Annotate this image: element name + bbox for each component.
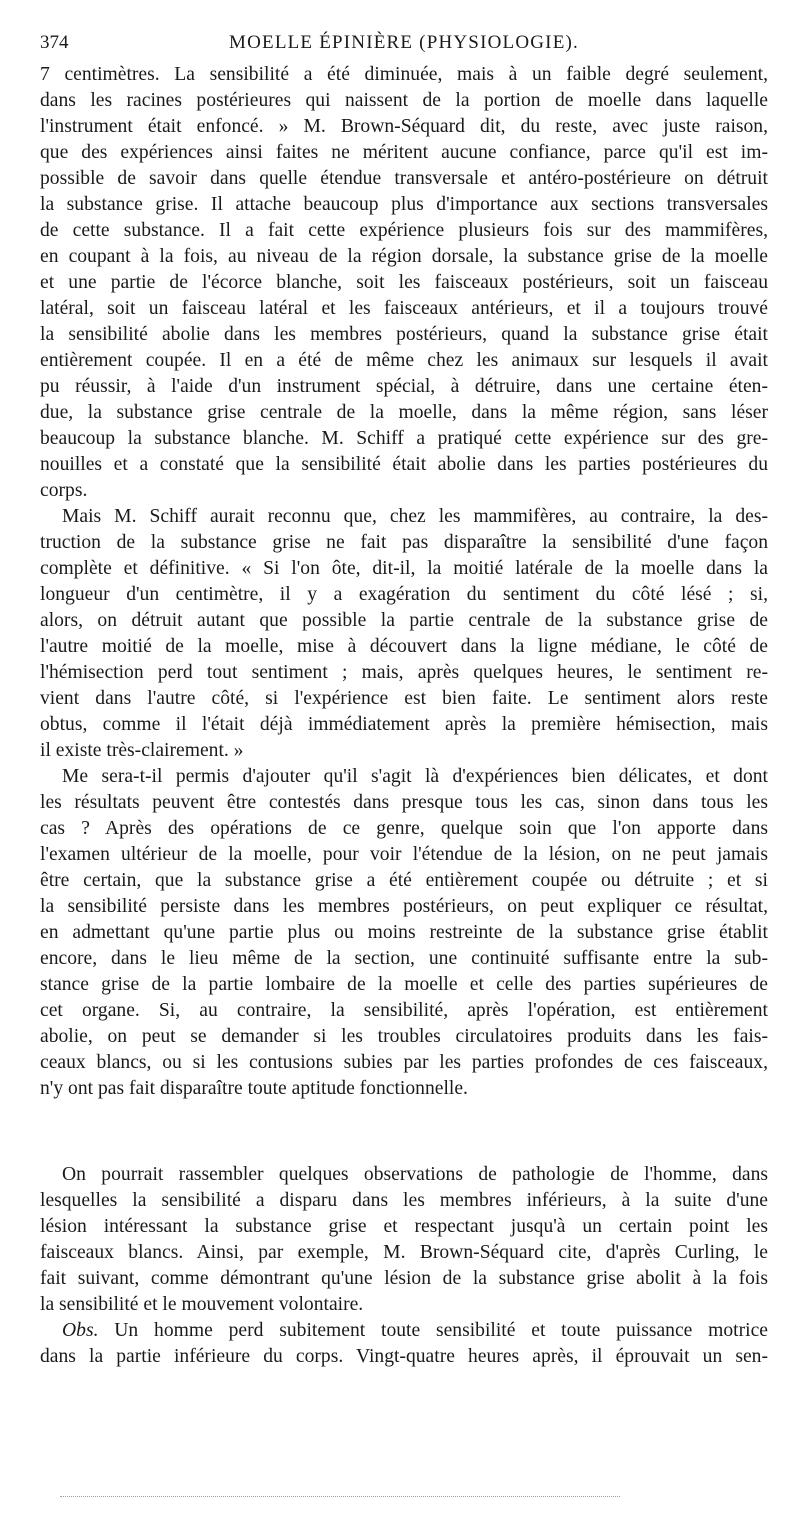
text-line: être certain, que la substance grise a été entièrement coupée ou détruite ; et si	[40, 870, 768, 891]
paragraph-2	[40, 504, 768, 764]
text-line: nouilles et a constaté que la sensibilité était abolie dans les parties postérieures du	[40, 454, 768, 475]
text-line: 7 centimètres. La sensibilité a été diminuée, mais à un faible degré seulement,	[40, 64, 768, 85]
text-line: cet organe. Si, au contraire, la sensibilité, après l'opération, est entièrement	[40, 1000, 768, 1021]
text-line: la sensibilité abolie dans les membres postérieurs, quand la substance grise était	[40, 324, 768, 345]
text-line: dans la partie inférieure du corps. Vingt-quatre heures après, il éprouvait un sen-	[40, 1346, 768, 1367]
text-line: n'y ont pas fait disparaître toute aptitude fonctionnelle.	[40, 1078, 468, 1099]
text-line: en admettant qu'une partie plus ou moins restreinte de la substance grise établit	[40, 922, 768, 943]
text-line: latéral, soit un faisceau latéral et les faisceaux antérieurs, et il a toujours trouvé	[40, 298, 768, 319]
bottom-dotted-rule	[60, 1496, 620, 1497]
text-line: cas ? Après des opérations de ce genre, quelque soin que l'on apporte dans	[40, 818, 768, 839]
text-line: stance grise de la partie lombaire de la moelle et celle des parties supérieures de	[40, 974, 768, 995]
text-line: alors, on détruit autant que possible la partie centrale de la substance grise de	[40, 610, 768, 631]
text-line: lésion intéressant la substance grise et respectant jusqu'à un certain point les	[40, 1216, 768, 1237]
obs-label: Obs.	[62, 1320, 99, 1341]
text-line: ceaux blancs, ou si les contusions subies par les parties profondes de ces faisceaux,	[40, 1052, 768, 1073]
text-line: l'hémisection perd tout sentiment ; mais, après quelques heures, le sentiment re-	[40, 662, 768, 683]
text-line: complète et définitive. « Si l'on ôte, dit-il, la moitié latérale de la moelle dans la	[40, 558, 768, 579]
text-line: Mais M. Schiff aurait reconnu que, chez les mammifères, au contraire, la des-	[62, 506, 768, 527]
paragraph-4	[40, 1162, 768, 1318]
text-line: et une partie de l'écorce blanche, soit les faisceaux postérieurs, soit un faisceau	[40, 272, 768, 293]
paragraph-3	[40, 764, 768, 1102]
text-line: beaucoup la substance blanche. M. Schiff a pratiqué cette expérience sur des gre-	[40, 428, 768, 449]
text-line: l'autre moitié de la moelle, mise à découvert dans la ligne médiane, le côté de	[40, 636, 768, 657]
text-line: la substance grise. Il attache beaucoup plus d'importance aux sections transversales	[40, 194, 768, 215]
text-line: vient dans l'autre côté, si l'expérience est bien faite. Le sentiment alors reste	[40, 688, 768, 709]
text-line: il existe très-clairement. »	[40, 740, 244, 761]
text-fragment: Un homme perd subitement toute sensibilité et toute puissance motrice	[98, 1320, 768, 1341]
paragraph-1	[40, 62, 768, 504]
running-title: MOELLE ÉPINIÈRE (PHYSIOLOGIE).	[229, 32, 579, 53]
text-line: truction de la substance grise ne fait pas disparaître la sensibilité d'une façon	[40, 532, 768, 553]
text-line: Me sera-t-il permis d'ajouter qu'il s'agit là d'expériences bien délicates, et dont	[62, 766, 768, 787]
paragraph-5-observation	[40, 1318, 768, 1370]
text-line: encore, dans le lieu même de la section, une continuité suffisante entre la sub-	[40, 948, 768, 969]
text-line	[40, 1318, 768, 1344]
text-line: que des expériences ainsi faites ne méritent aucune confiance, parce qu'il est im-	[40, 142, 768, 163]
text-line: de cette substance. Il a fait cette expérience plusieurs fois sur des mammifères,	[40, 220, 768, 241]
text-line: corps.	[40, 480, 88, 501]
text-line: abolie, on peut se demander si les troubles circulatoires produits dans les fais-	[40, 1026, 768, 1047]
running-head	[40, 30, 768, 56]
text-line: la sensibilité persiste dans les membres postérieurs, on peut expliquer ce résultat,	[40, 896, 768, 917]
text-line: l'examen ultérieur de la moelle, pour voir l'étendue de la lésion, on ne peut jamais	[40, 844, 768, 865]
text-line: longueur d'un centimètre, il y a exagération du sentiment du côté lésé ; si,	[40, 584, 768, 605]
text-line: l'instrument était enfoncé. » M. Brown-Séquard dit, du reste, avec juste raison,	[40, 116, 768, 137]
text-line: faisceaux blancs. Ainsi, par exemple, M. Brown-Séquard cite, d'après Curling, le	[40, 1242, 768, 1263]
text-line: possible de savoir dans quelle étendue transversale et antéro-postérieure on détruit	[40, 168, 768, 189]
text-line: la sensibilité et le mouvement volontaire.	[40, 1294, 364, 1315]
text-line: On pourrait rassembler quelques observations de pathologie de l'homme, dans	[62, 1164, 768, 1185]
text-line: les résultats peuvent être contestés dans presque tous les cas, sinon dans tous les	[40, 792, 768, 813]
page-number: 374	[40, 32, 69, 53]
text-line: due, la substance grise centrale de la moelle, dans la même région, sans léser	[40, 402, 768, 423]
text-line: obtus, comme il l'était déjà immédiatement après la première hémisection, mais	[40, 714, 768, 735]
text-line: fait suivant, comme démontrant qu'une lésion de la substance grise abolit à la fois	[40, 1268, 768, 1289]
text-line: en coupant à la fois, au niveau de la région dorsale, la substance grise de la moelle	[40, 246, 768, 267]
text-line: pu réussir, à l'aide d'un instrument spécial, à détruire, dans une certaine éten-	[40, 376, 768, 397]
text-line: entièrement coupée. Il en a été de même chez les animaux sur lesquels il avait	[40, 350, 768, 371]
text-line: lesquelles la sensibilité a disparu dans les membres inférieurs, à la suite d'une	[40, 1190, 768, 1211]
text-line: dans les racines postérieures qui naissent de la portion de moelle dans laquelle	[40, 90, 768, 111]
